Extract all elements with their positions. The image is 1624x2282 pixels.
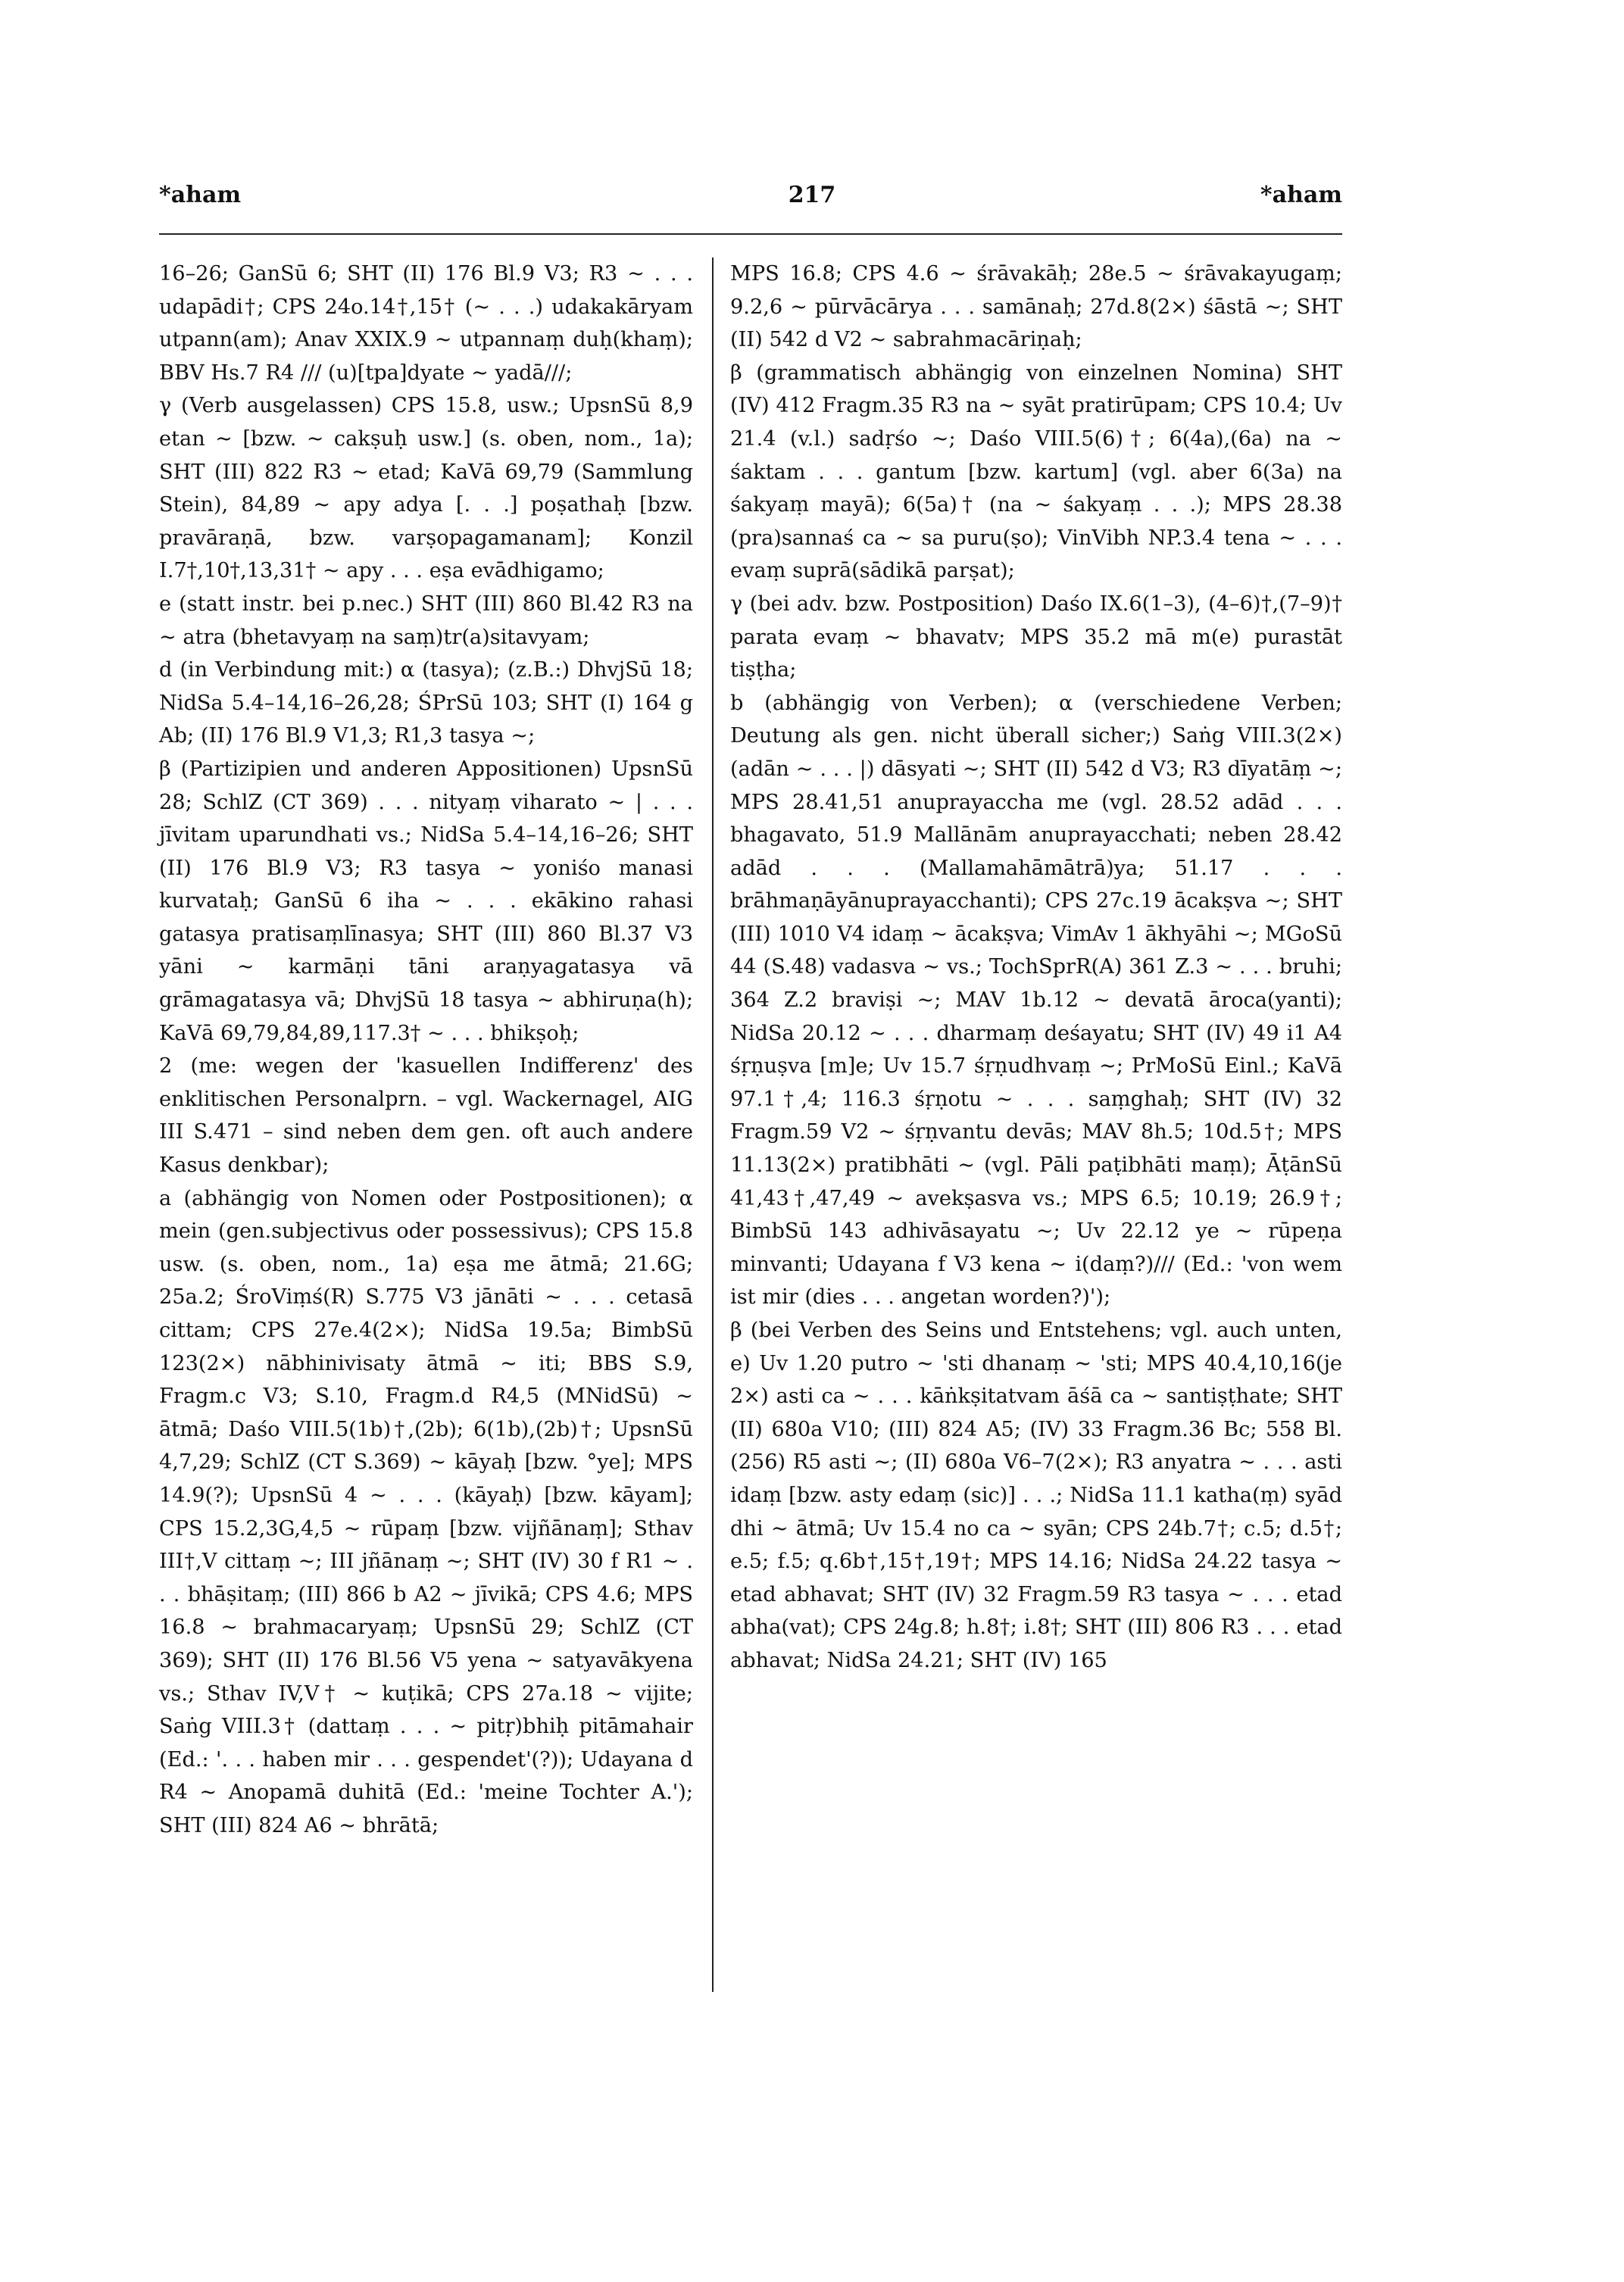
- entry-paragraph: a (abhängig von Nomen oder Postpositionen); α mein (gen.subjectivus oder possessivus); CPS 15.8 usw. (s. oben, nom., 1a) eṣa me ātmā; 21.6G; 25a.2; ŚroViṃś(R) S.775 V3 jānāti ∼ . . . cetasā cittam; CPS 27e.4(2×); NidSa 19.5a; BimbSū 123(2×) nābhinivisaty ātmā ∼ iti; BBS S.9, Fragm.c V3; S.10, Fragm.d R4,5 (MNidSū) ∼ ātmā; Daśo VIII.5(1b)†,(2b); 6(1b),(2b)†; UpsnSū 4,7,29; SchlZ (CT S.369) ∼ kāyaḥ [bzw. °ye]; MPS 14.9(?); UpsnSū 4 ∼ . . . (kāyaḥ) [bzw. kāyam]; CPS 15.2,3G,4,5 ∼ rūpaṃ [bzw. vijñānaṃ]; Sthav III†,V cittaṃ ∼; III jñānaṃ ∼; SHT (IV) 30 f R1 ∼ . . . bhāṣitaṃ; (III) 866 b A2 ∼ jīvikā; CPS 4.6; MPS 16.8 ∼ brahmacaryaṃ; UpsnSū 29; SchlZ (CT 369); SHT (II) 176 Bl.56 V5 yena ∼ satyavākyena vs.; Sthav IV,V† ∼ kuṭikā; CPS 27a.18 ∼ vijite; Saṅg VIII.3† (dattaṃ . . . ∼ pitṛ)bhiḥ pitāmahair (Ed.: '. . . haben mir . . . gespendet'(?)); Udayana d R4 ∼ Anopamā duhitā (Ed.: 'meine Tochter A.'); SHT (III) 824 A6 ∼ bhrātā;: [159, 1186, 693, 1837]
- entry-paragraph: MPS 16.8; CPS 4.6 ∼ śrāvakāḥ; 28e.5 ∼ śrāvakayugaṃ; 9.2,6 ∼ pūrvācārya . . . samānaḥ; 27d.8(2×) śāstā ∼; SHT (II) 542 d V2 ∼ sabrahmacāriṇaḥ;: [730, 262, 1342, 352]
- entry-paragraph: 2 (me: wegen der 'kasuellen Indifferenz' des enklitischen Personalprn. – vgl. Wackernagel, AIG III S.471 – sind neben dem gen. oft auch andere Kasus denkbar);: [159, 1054, 693, 1178]
- entry-paragraph: γ (bei adv. bzw. Postposition) Daśo IX.6(1–3), (4–6)†,(7–9)† parata evaṃ ∼ bhavatv; MPS 35.2 mā m(e) purastāt tiṣṭha;: [730, 592, 1342, 682]
- column-divider: [712, 258, 714, 1992]
- left-column: [159, 258, 693, 1843]
- page-header: [0, 182, 1624, 227]
- right-column: [730, 258, 1342, 1678]
- entry-paragraph: β (grammatisch abhängig von einzelnen Nomina) SHT (IV) 412 Fragm.35 R3 na ∼ syāt pratirūpam; CPS 10.4; Uv 21.4 (v.l.) sadṛśo ∼; Daśo VIII.5(6)†; 6(4a),(6a) na ∼ śaktam . . . gantum [bzw. kartum] (vgl. aber 6(3a) na śakyaṃ mayā); 6(5a)† (na ∼ śakyaṃ . . .); MPS 28.38 (pra)sannaś ca ∼ sa puru(ṣo); VinVibh NP.3.4 tena ∼ . . . evaṃ suprā(sādikā parṣat);: [730, 361, 1342, 583]
- header-right-headword: *aham: [1260, 182, 1342, 208]
- entry-paragraph: 16–26; GanSū 6; SHT (II) 176 Bl.9 V3; R3 ∼ . . . udapādi†; CPS 24o.14†,15† (∼ . . .) udakakāryam utpann(am); Anav XXIX.9 ∼ utpannaṃ duḥ(khaṃ); BBV Hs.7 R4 /// (u)[tpa]dyate ∼ yadā///;: [159, 262, 693, 385]
- header-left-headword: *aham: [159, 182, 242, 208]
- entry-paragraph: β (bei Verben des Seins und Entstehens; vgl. auch unten, e) Uv 1.20 putro ∼ 'sti dhanaṃ ∼ 'sti; MPS 40.4,10,16(je 2×) asti ca ∼ . . . kāṅkṣitatvam āśā ca ∼ santiṣṭhate; SHT (II) 680a V10; (III) 824 A5; (IV) 33 Fragm.36 Bc; 558 Bl.(256) R5 asti ∼; (II) 680a V6–7(2×); R3 anyatra ∼ . . . asti idaṃ [bzw. asty edaṃ (sic)] . . .; NidSa 11.1 katha(ṃ) syād dhi ∼ ātmā; Uv 15.4 no ca ∼ syān; CPS 24b.7†; c.5; d.5†; e.5; f.5; q.6b†,15†,19†; MPS 14.16; NidSa 24.22 tasya ∼ etad abhavat; SHT (IV) 32 Fragm.59 R3 tasya ∼ . . . etad abha(vat); CPS 24g.8; h.8†; i.8†; SHT (III) 806 R3 . . . etad abhavat; NidSa 24.21; SHT (IV) 165: [730, 1319, 1342, 1672]
- entry-paragraph: β (Partizipien und anderen Appositionen) UpsnSū 28; SchlZ (CT 369) . . . nityaṃ viharato ∼ | . . . jīvitam uparundhati vs.; NidSa 5.4–14,16–26; SHT (II) 176 Bl.9 V3; R3 tasya ∼ yoniśo manasi kurvataḥ; GanSū 6 iha ∼ . . . ekākino rahasi gatasya pratisaṃlīnasya; SHT (III) 860 Bl.37 V3 yāni ∼ karmāṇi tāni araṇyagatasya vā grāmagatasya vā; DhvjSū 18 tasya ∼ abhiruṇa(h); KaVā 69,79,84,89,117.3† ∼ . . . bhikṣoḥ;: [159, 757, 693, 1045]
- header-rule: [159, 233, 1342, 235]
- entry-paragraph: e (statt instr. bei p.nec.) SHT (III) 860 Bl.42 R3 na ∼ atra (bhetavyaṃ na saṃ)tr(a)sitavyam;: [159, 592, 693, 649]
- entry-paragraph: b (abhängig von Verben); α (verschiedene Verben; Deutung als gen. nicht überall sicher;) Saṅg VIII.3(2×) (adān ∼ . . . |) dāsyati ∼; SHT (II) 542 d V3; R3 dīyatāṃ ∼; MPS 28.41,51 anuprayaccha me (vgl. 28.52 adād . . . bhagavato, 51.9 Mallānām anuprayacchati; neben 28.42 adād . . . (Mallamahāmātrā)ya; 51.17 . . . brāhmaṇāyānuprayacchanti); CPS 27c.19 ācakṣva ∼; SHT (III) 1010 V4 idaṃ ∼ ācakṣva; VimAv 1 ākhyāhi ∼; MGoSū 44 (S.48) vadasva ∼ vs.; TochSprR(A) 361 Z.3 ∼ . . . bruhi; 364 Z.2 braviṣi ∼; MAV 1b.12 ∼ devatā āroca(yanti); NidSa 20.12 ∼ . . . dharmaṃ deśayatu; SHT (IV) 49 i1 A4 śṛṇuṣva [m]e; Uv 15.7 śṛṇudhvaṃ ∼; PrMoSū Einl.; KaVā 97.1†,4; 116.3 śṛṇotu ∼ . . . saṃghaḥ; SHT (IV) 32 Fragm.59 V2 ∼ śṛṇvantu devās; MAV 8h.5; 10d.5†; MPS 11.13(2×) pratibhāti ∼ (vgl. Pāli paṭibhāti maṃ); ĀṭānSū 41,43†,47,49 ∼ avekṣasva vs.; MPS 6.5; 10.19; 26.9†; BimbSū 143 adhivāsayatu ∼; Uv 22.12 ye ∼ rūpeṇa minvanti; Udayana f V3 kena ∼ i(daṃ?)/// (Ed.: 'von wem ist mir (dies . . . angetan worden?)');: [730, 691, 1342, 1310]
- entry-paragraph: d (in Verbindung mit:) α (tasya); (z.B.:) DhvjSū 18; NidSa 5.4–14,16–26,28; ŚPrSū 103; SHT (I) 164 g Ab; (II) 176 Bl.9 V1,3; R1,3 tasya ∼;: [159, 658, 693, 748]
- page-number: 217: [788, 182, 836, 208]
- entry-paragraph: γ (Verb ausgelassen) CPS 15.8, usw.; UpsnSū 8,9 etan ∼ [bzw. ∼ cakṣuḥ usw.] (s. oben, nom., 1a); SHT (III) 822 R3 ∼ etad; KaVā 69,79 (Sammlung Stein), 84,89 ∼ apy adya [. . .] poṣathaḥ [bzw. pravāraṇā, bzw. varṣopagamanam]; Konzil I.7†,10†,13,31† ∼ apy . . . eṣa evādhigamo;: [159, 394, 693, 583]
